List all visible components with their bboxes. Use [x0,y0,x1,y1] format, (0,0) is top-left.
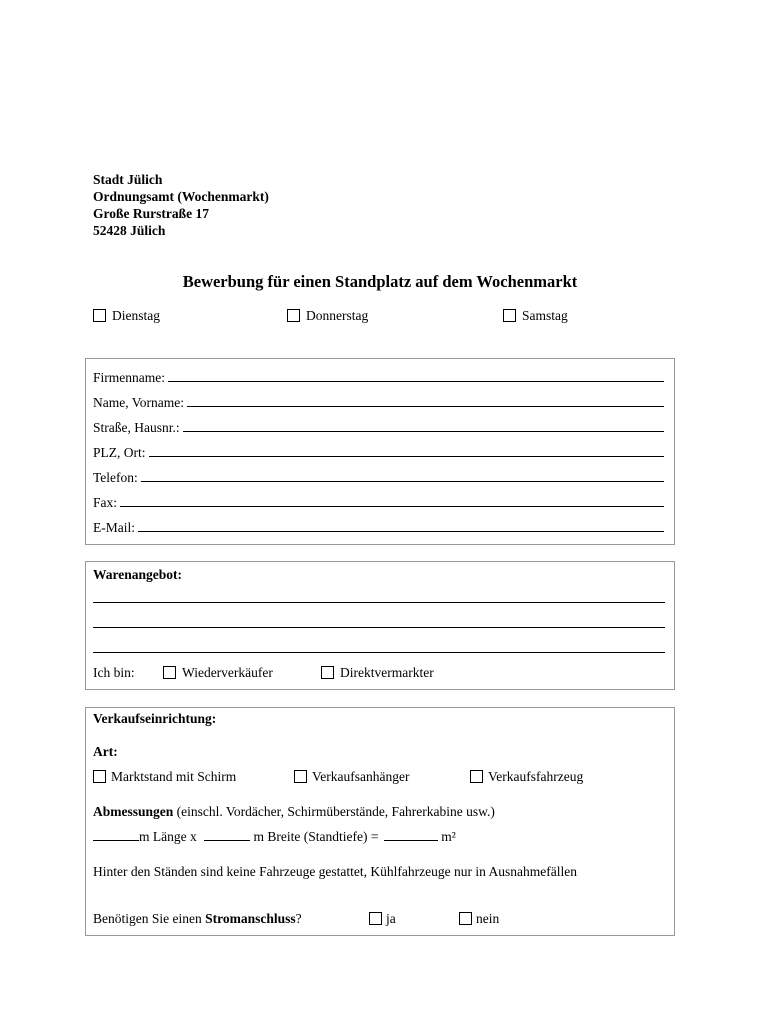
input-line[interactable] [120,494,664,507]
power-option-ja[interactable] [369,911,396,927]
checkbox[interactable] [459,912,472,925]
recipient-address [93,171,269,239]
day-label: Donnerstag [306,308,369,323]
power-question [93,911,302,927]
dimensions-note: (einschl. Vordächer, Schirmüberstände, Fahrerkabine usw.) [173,804,495,819]
day-label: Dienstag [112,308,160,323]
power-question-prefix: Benötigen Sie einen [93,911,206,926]
type-option-label: Marktstand mit Schirm [111,769,237,784]
goods-section [85,561,675,690]
field-label: Telefon: [93,470,138,485]
checkbox[interactable] [294,770,307,783]
address-line: Große Rurstraße 17 [93,206,209,221]
checkbox[interactable] [93,770,106,783]
checkbox[interactable] [93,309,106,322]
contact-field-email[interactable] [93,518,664,536]
input-line[interactable] [183,419,664,432]
goods-input-line[interactable] [93,627,665,628]
checkbox[interactable] [470,770,483,783]
input-line[interactable] [141,469,664,482]
field-label: Fax: [93,495,118,510]
field-label: Firmenname: [93,370,165,385]
width-input-line[interactable] [204,828,250,841]
input-line[interactable] [168,369,664,382]
type-option-label: Verkaufsfahrzeug [488,769,584,784]
contact-field-telefon[interactable] [93,468,664,486]
type-option-marktstand[interactable] [93,769,236,785]
type-option-label: Verkaufsanhänger [312,769,410,784]
checkbox[interactable] [321,666,334,679]
area-input-line[interactable] [384,828,438,841]
dimensions-row [93,804,495,820]
checkbox[interactable] [503,309,516,322]
contact-field-plz-ort[interactable] [93,443,664,461]
address-line: Stadt Jülich [93,172,163,187]
sales-facility-section [85,707,675,936]
area-unit: m² [441,829,456,844]
contact-field-strasse[interactable] [93,418,664,436]
dimensions-heading: Abmessungen [93,804,174,819]
contact-section [85,358,675,545]
power-option-nein[interactable] [459,911,499,927]
input-line[interactable] [149,444,665,457]
input-line[interactable] [187,394,664,407]
checkbox[interactable] [287,309,300,322]
day-label: Samstag [522,308,568,323]
address-line: Ordnungsamt (Wochenmarkt) [93,189,269,204]
day-option-donnerstag[interactable] [287,308,368,324]
dimensions-input-row [93,828,456,845]
day-option-samstag[interactable] [503,308,568,324]
page-title: Bewerbung für einen Standplatz auf dem Wochenmarkt [182,272,578,291]
contact-field-name[interactable] [93,393,664,411]
power-option-label: nein [476,911,500,926]
width-label: m Breite (Standtiefe) = [253,829,379,844]
length-input-line[interactable] [93,828,139,841]
input-line[interactable] [138,519,664,532]
day-option-dienstag[interactable] [93,308,160,324]
checkbox[interactable] [163,666,176,679]
field-label: Straße, Hausnr.: [93,420,180,435]
type-option-fahrzeug[interactable] [470,769,583,785]
goods-input-line[interactable] [93,652,665,653]
goods-input-line[interactable] [93,602,665,603]
role-option-label: Direktvermarkter [340,665,434,680]
contact-field-firmenname[interactable] [93,368,664,386]
type-option-anhaenger[interactable] [294,769,409,785]
field-label: Name, Vorname: [93,395,184,410]
field-label: PLZ, Ort: [93,445,146,460]
type-label: Art: [93,744,118,759]
vehicle-note: Hinter den Ständen sind keine Fahrzeuge gestattet, Kühlfahrzeuge nur in Ausnahmefällen [93,864,577,879]
power-question-suffix: ? [295,911,302,926]
role-option-wiederverkaeufer[interactable] [163,665,273,681]
field-label: E-Mail: [93,520,135,535]
checkbox[interactable] [369,912,382,925]
power-option-label: ja [386,911,396,926]
goods-heading: Warenangebot: [93,567,183,582]
length-label: m Länge x [139,829,197,844]
address-line: 52428 Jülich [93,223,166,238]
sales-heading: Verkaufseinrichtung: [93,711,217,726]
market-day-options [93,308,693,328]
role-option-label: Wiederverkäufer [182,665,273,680]
power-question-bold: Stromanschluss [205,911,296,926]
contact-field-fax[interactable] [93,493,664,511]
role-label: Ich bin: [93,665,135,680]
role-option-direktvermarkter[interactable] [321,665,434,681]
